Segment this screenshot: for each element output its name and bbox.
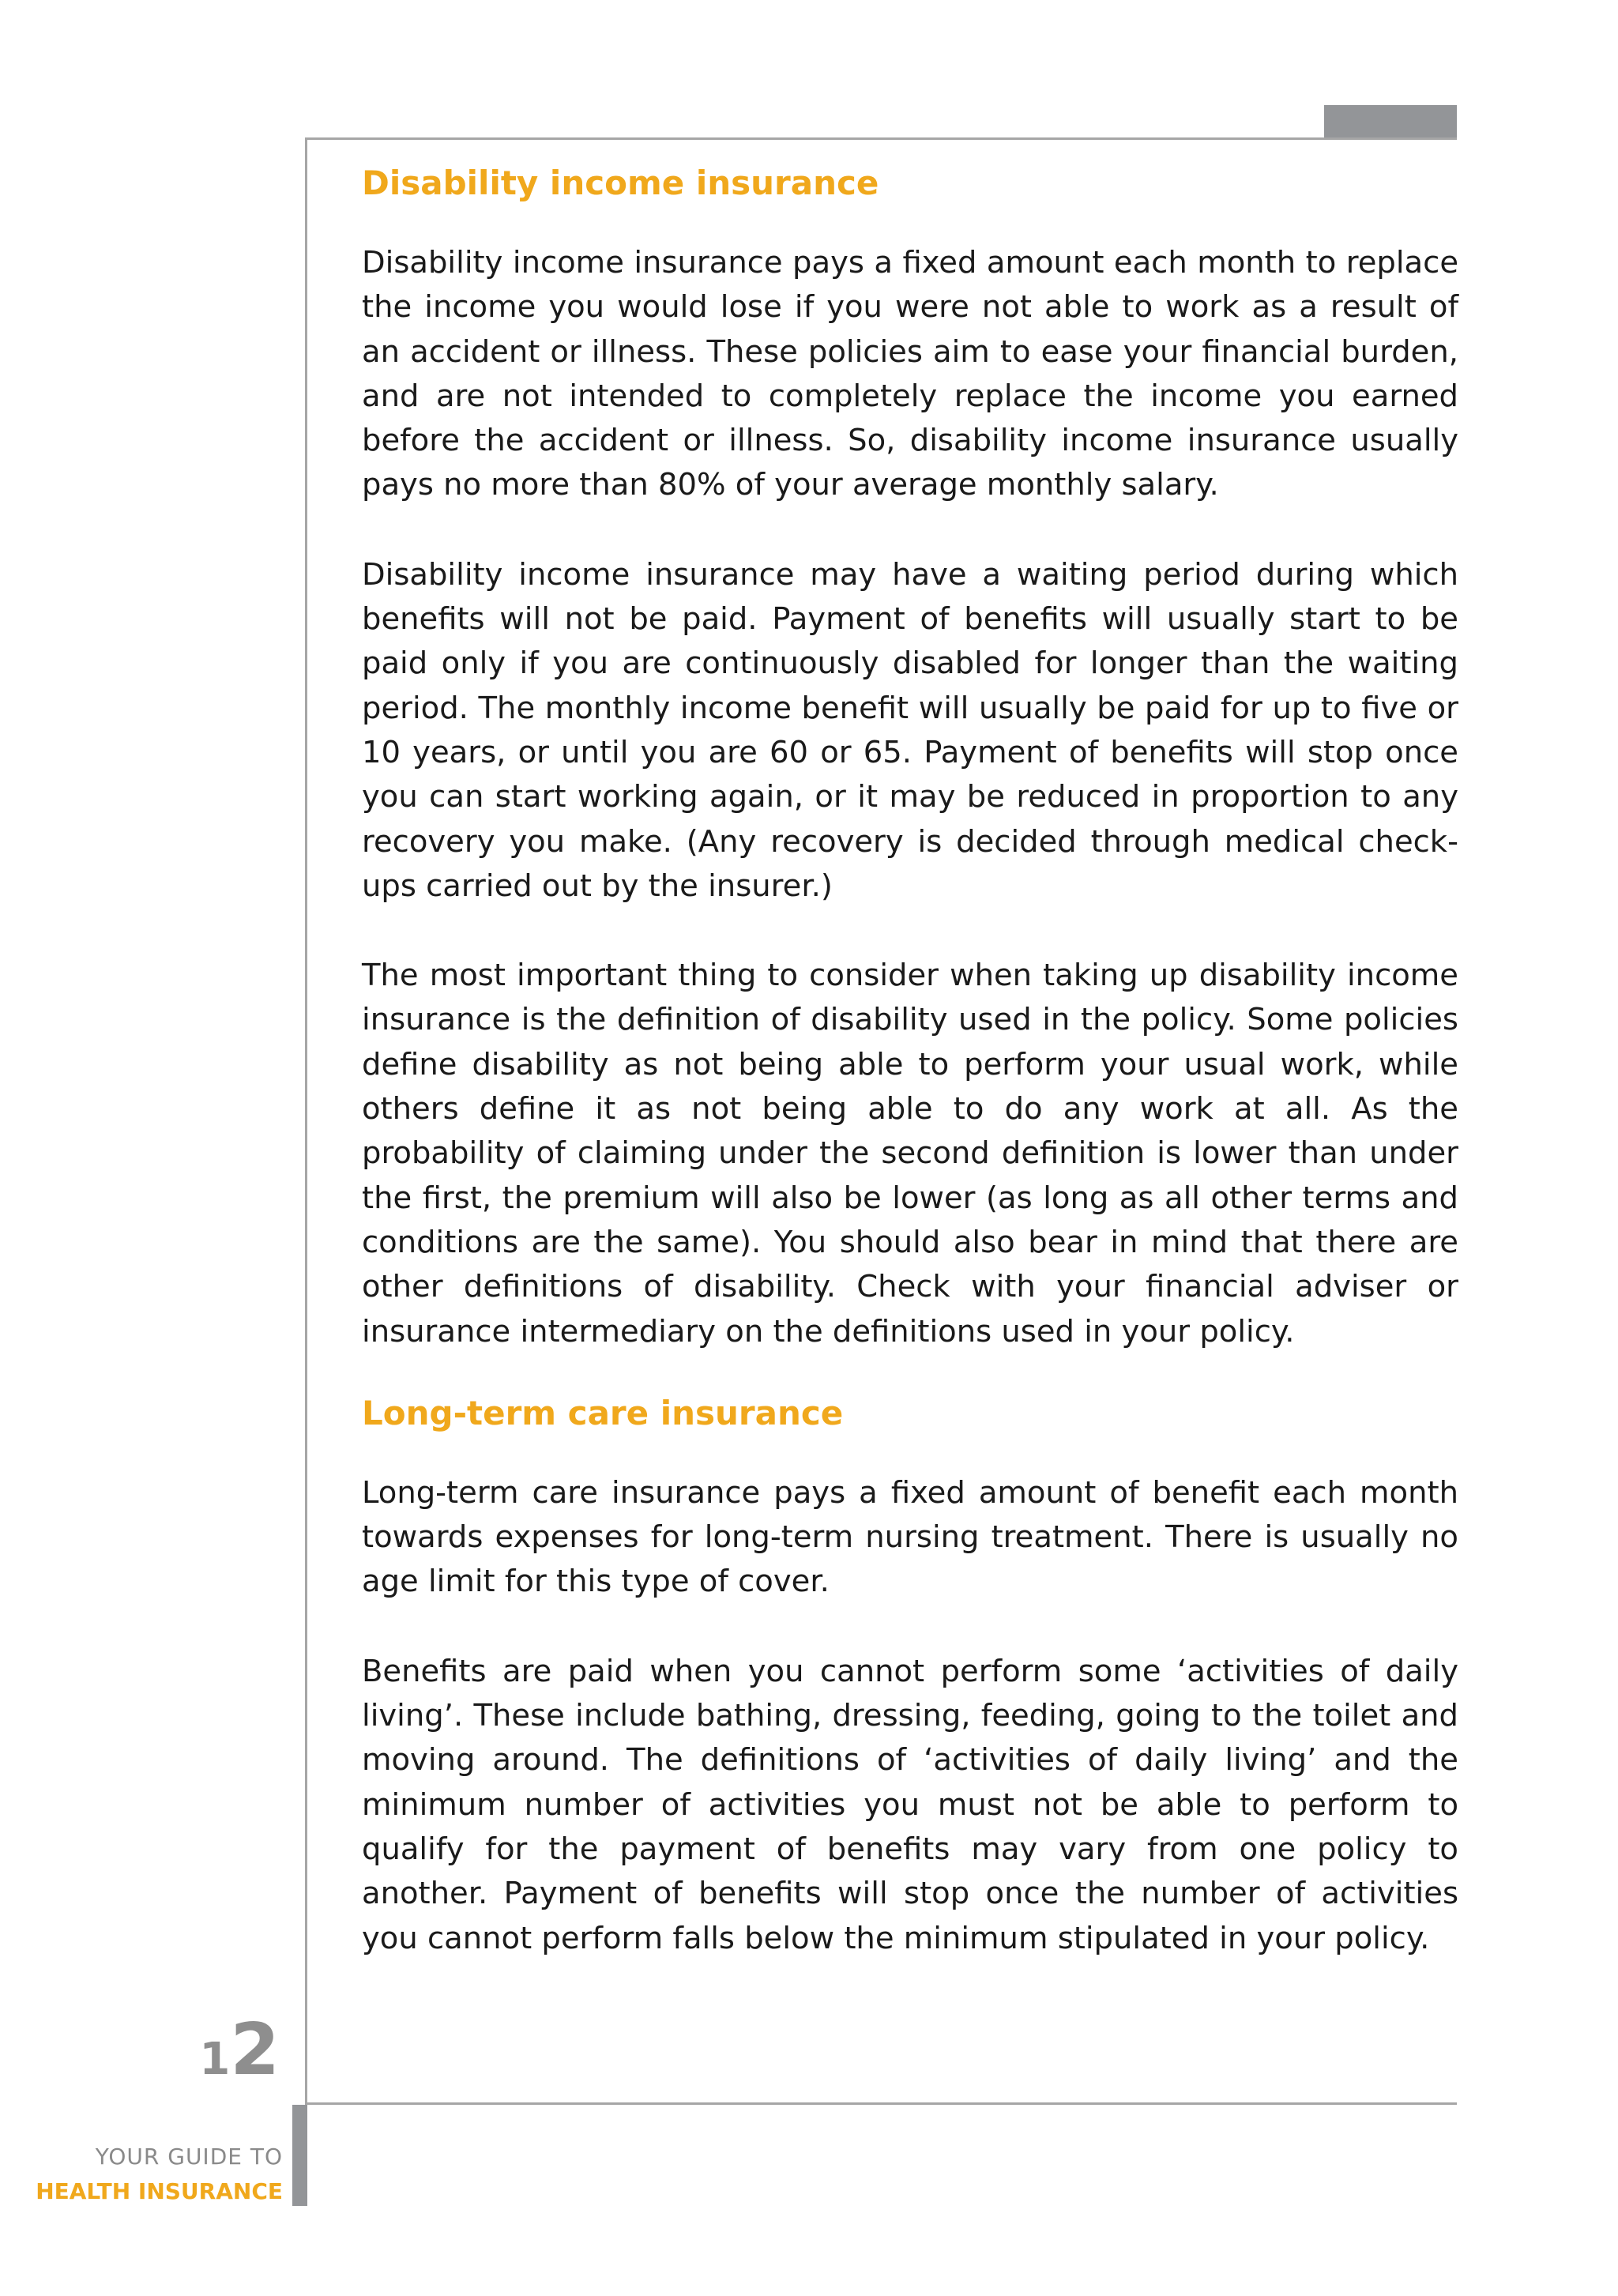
header-gray-block [1324,105,1457,139]
page-number-tens: 1 [199,2034,231,2085]
page-number-units: 2 [230,2008,280,2091]
footer-gray-bar [292,2105,307,2206]
bottom-rule [305,2102,1457,2105]
guide-title-line1: YOUR GUIDE TO [95,2144,283,2170]
disability-paragraph-2: Disability income insurance may have a waiting period during which benefits will not be paid. Payment of benefits will usually start to be paid only if you are continuously disabled for longer than the waiting period. The monthly income benefit will usually be paid for up to five or 10 years, or until you are 60 or 65. Payment of benefits will stop once you can start working again, or it may be reduced in proportion to any recovery you make. (Any recovery is decided through medical check-ups carried out by the insurer.) [362,556,1458,904]
disability-paragraph-1: Disability income insurance pays a fixed amount each month to replace the income you would lose if you were not able to work as a result of an accident or illness. These policies aim to ease your financial burden, and are not intended to completely replace the income you earned before the accident or illness. So, disability income insurance usually pays no more than 80% of your average monthly salary. [362,245,1458,503]
long-term-care-paragraph-1: Long-term care insurance pays a fixed amount of benefit each month towards expenses for long-term nursing treatment. There is usually no age limit for this type of cover. [362,1474,1458,1600]
section-heading-long-term-care: Long-term care insurance [362,1393,844,1432]
section-heading-disability: Disability income insurance [362,164,879,202]
page-content [362,155,1458,1961]
guide-title-line2: HEALTH INSURANCE [36,2178,283,2204]
guide-title [36,2140,283,2209]
top-rule [305,137,1457,140]
disability-paragraph-3: The most important thing to consider when taking up disability income insurance is the definition of disability used in the policy. Some policies define disability as not being able to perform your usual work, while others define it as not being able to do any work at all. As the probability of claiming under the second definition is lower than under the first, the premium will also be lower (as long as all other terms and conditions are the same). You should also bear in mind that there are other definitions of disability. Check with your financial adviser or insurance intermediary on the definitions used in your policy. [362,958,1458,1349]
long-term-care-paragraph-2: Benefits are paid when you cannot perform some ‘activities of daily living’. These include bathing, dressing, feeding, going to the toilet and moving around. The definitions of ‘activities of daily living’ and the minimum number of activities you must not be able to perform to qualify for the payment of benefits may vary from one policy to another. Payment of benefits will stop once the number of activities you cannot perform falls below the minimum stipulated in your policy. [362,1653,1458,1956]
left-rule [305,137,307,2105]
page-number [199,2008,280,2091]
